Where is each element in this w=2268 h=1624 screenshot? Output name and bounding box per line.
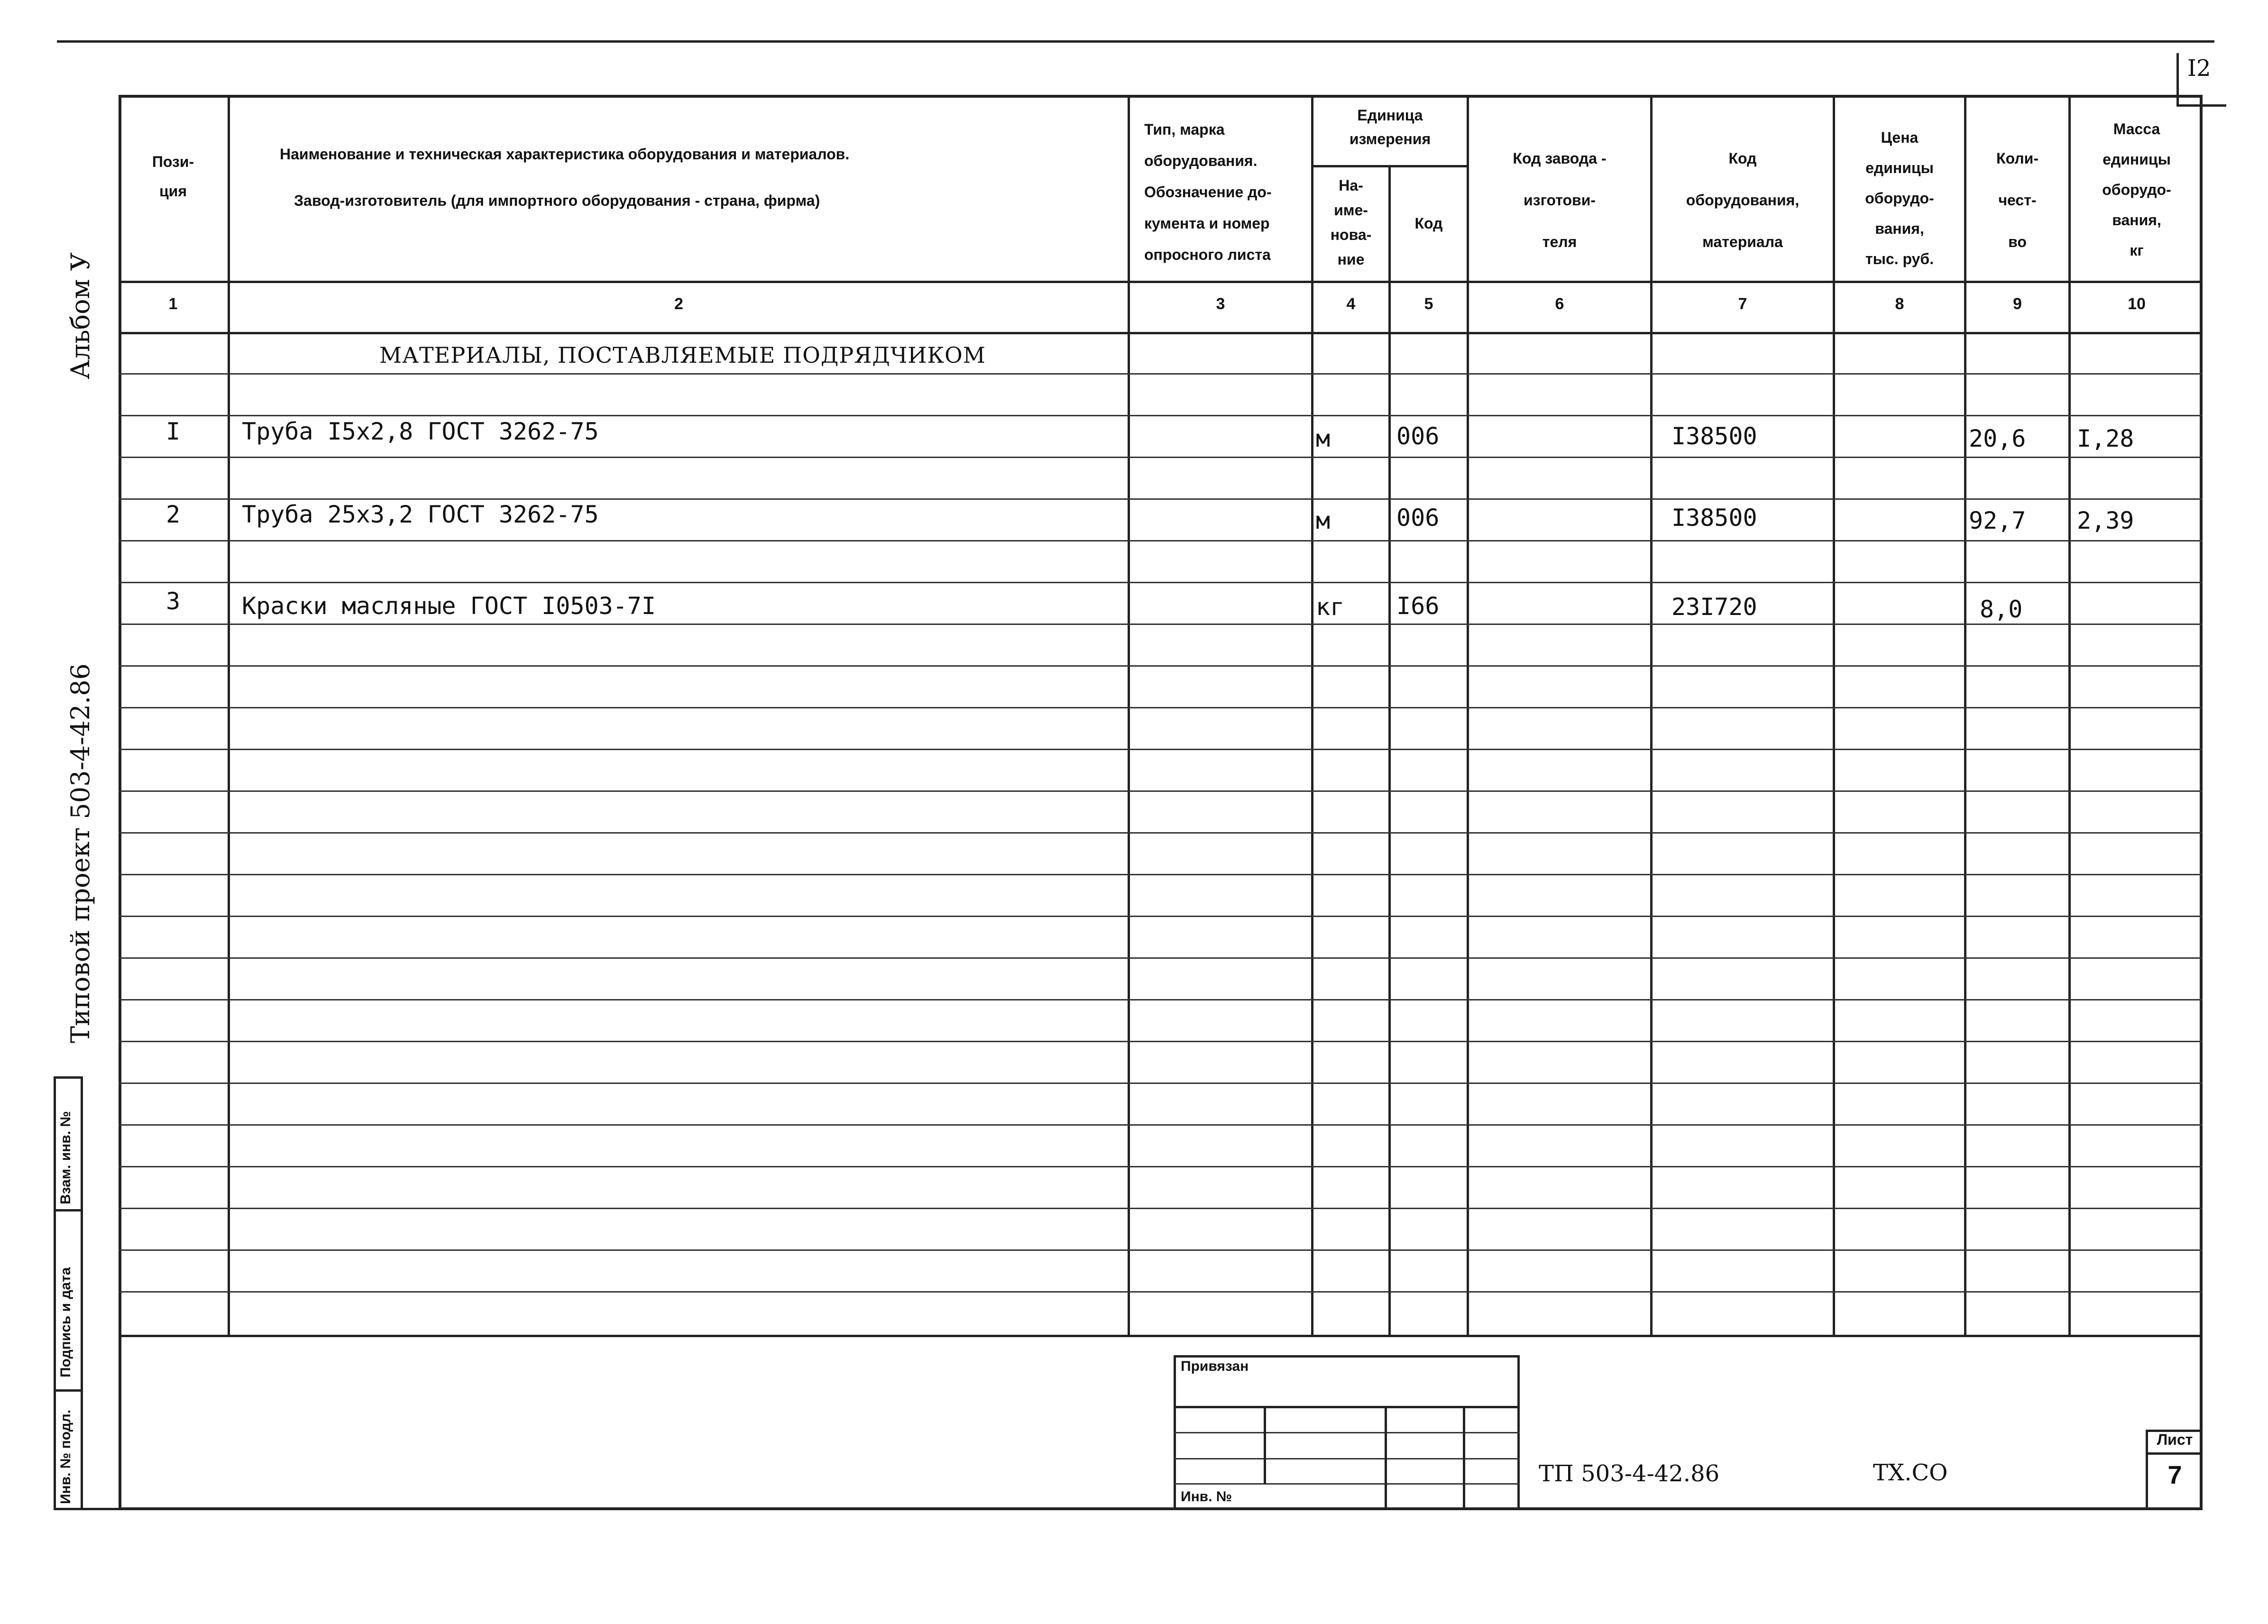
margin-stamp-inner-line bbox=[81, 1076, 83, 1510]
tb-bound-col bbox=[1264, 1406, 1266, 1484]
row-line bbox=[119, 790, 2203, 792]
row-line bbox=[119, 707, 2203, 708]
stamp-label-signature-date: Подпись и дата bbox=[58, 1267, 73, 1377]
row-line bbox=[119, 1124, 2203, 1126]
row-quantity: 20,6 bbox=[1969, 425, 2026, 452]
row-unit-code: I66 bbox=[1396, 592, 1440, 620]
tb-sheet-divider bbox=[2146, 1452, 2203, 1455]
row-line bbox=[119, 874, 2203, 875]
row-line bbox=[119, 498, 2203, 500]
row-name: Краски масляные ГОСТ I0503-7I bbox=[242, 592, 656, 620]
row-position: 2 bbox=[165, 501, 181, 528]
table-bottom-line bbox=[119, 1335, 2203, 1337]
col-number: 8 bbox=[1895, 295, 1904, 313]
row-line bbox=[119, 916, 2203, 917]
row-line bbox=[119, 373, 2203, 375]
row-line bbox=[119, 415, 2203, 416]
col-number: 9 bbox=[2013, 295, 2022, 313]
row-line bbox=[119, 1291, 2203, 1293]
tb-bound-top bbox=[1174, 1355, 1520, 1358]
row-line bbox=[119, 1083, 2203, 1084]
col-line bbox=[1388, 166, 1391, 1337]
unit-group-divider bbox=[1311, 165, 1469, 167]
col-number: 10 bbox=[2128, 295, 2146, 313]
row-name: Труба 25x3,2 ГОСТ 3262-75 bbox=[242, 501, 599, 528]
header-unit-group: Единица измерения bbox=[1349, 107, 1431, 147]
row-line bbox=[119, 582, 2203, 583]
stamp-label-original-inv: Инв. № подл. bbox=[58, 1409, 73, 1504]
row-quantity: 8,0 bbox=[1980, 596, 2023, 623]
row-line bbox=[119, 540, 2203, 541]
header-col3: Тип, марка оборудования. Обозначение до- кумента и номер опросного листа bbox=[1144, 121, 1272, 263]
row-line bbox=[119, 1208, 2203, 1209]
header-col5: Код bbox=[1414, 215, 1443, 232]
col-number: 6 bbox=[1555, 295, 1564, 313]
tb-bound-line bbox=[1174, 1458, 1520, 1459]
section-title: МАТЕРИАЛЫ, ПОСТАВЛЯЕМЫЕ ПОДРЯДЧИКОМ bbox=[379, 342, 986, 368]
tb-bound-col bbox=[1385, 1406, 1387, 1510]
col-number: 2 bbox=[674, 295, 683, 313]
numbering-bottom-line bbox=[119, 332, 2203, 334]
project-label: Типовой проект 503-4-42.86 bbox=[65, 663, 95, 1043]
header-col2: Наименование и техническая характеристика оборудования и материалов. Завод-изготовитель (для импортного оборудования - страна, фирма) bbox=[280, 146, 850, 209]
corner-sheet-number: I2 bbox=[2187, 55, 2211, 82]
row-position: 3 bbox=[165, 587, 181, 615]
row-line bbox=[119, 999, 2203, 1000]
row-line bbox=[119, 1249, 2203, 1251]
row-name: Труба I5x2,8 ГОСТ 3262-75 bbox=[242, 418, 599, 445]
header-bottom-line bbox=[119, 281, 2203, 283]
header-col9: Коли- чест- во bbox=[1996, 150, 2038, 250]
header-col4: На- име- нова- ние bbox=[1330, 177, 1372, 268]
tb-document-mark: ТХ.СО bbox=[1873, 1459, 1948, 1486]
row-line bbox=[119, 457, 2203, 458]
row-line bbox=[119, 832, 2203, 834]
row-unit-code: 006 bbox=[1396, 422, 1440, 450]
row-unit: кг bbox=[1316, 593, 1345, 621]
row-unit-code: 006 bbox=[1396, 504, 1440, 532]
col-number: 1 bbox=[168, 295, 178, 313]
margin-stamp-bottom bbox=[54, 1508, 120, 1510]
margin-stamp-divider bbox=[54, 1389, 83, 1392]
tb-sheet-label: Лист bbox=[2157, 1431, 2193, 1448]
row-material-code: I38500 bbox=[1671, 504, 1757, 532]
stamp-label-replace-inv: Взам. инв. № bbox=[58, 1111, 73, 1204]
tb-bound-line bbox=[1174, 1483, 1520, 1485]
margin-stamp-outer-line bbox=[54, 1076, 56, 1510]
col-number: 5 bbox=[1424, 295, 1433, 313]
row-material-code: I38500 bbox=[1671, 422, 1757, 450]
row-line bbox=[119, 1041, 2203, 1042]
tb-document-code: ТП 503-4-42.86 bbox=[1539, 1460, 1720, 1487]
tb-bound-label: Привязан bbox=[1181, 1358, 1249, 1374]
tb-inv-label: Инв. № bbox=[1181, 1489, 1232, 1505]
col-number: 7 bbox=[1738, 295, 1747, 313]
row-position: I bbox=[165, 418, 181, 445]
row-line bbox=[119, 624, 2203, 625]
row-quantity: 92,7 bbox=[1969, 507, 2026, 534]
row-line bbox=[119, 957, 2203, 959]
header-col6: Код завода - изготови- теля bbox=[1513, 150, 1607, 250]
col-number: 4 bbox=[1346, 295, 1356, 313]
header-col8: Цена единицы оборудо- вания, тыс. руб. bbox=[1865, 129, 1934, 267]
album-label: Альбом У bbox=[65, 252, 95, 379]
row-line bbox=[119, 749, 2203, 750]
tb-sheet-number: 7 bbox=[2167, 1461, 2182, 1489]
header-col1: Пози- ция bbox=[152, 153, 194, 200]
row-mass: I,28 bbox=[2077, 425, 2134, 452]
row-unit: м bbox=[1316, 507, 1331, 534]
margin-stamp-divider bbox=[54, 1209, 83, 1211]
header-col7: Код оборудования, материала bbox=[1686, 150, 1800, 250]
top-rule bbox=[57, 40, 2214, 43]
tb-bound-line bbox=[1174, 1406, 1520, 1408]
row-mass: 2,39 bbox=[2077, 507, 2134, 534]
row-line bbox=[119, 1166, 2203, 1167]
margin-stamp-top bbox=[54, 1076, 83, 1079]
row-line bbox=[119, 665, 2203, 667]
header-col10: Масса единицы оборудо- вания, кг bbox=[2102, 120, 2171, 259]
row-unit: м bbox=[1316, 425, 1331, 452]
tb-bound-line bbox=[1174, 1432, 1520, 1433]
tb-bound-col bbox=[1463, 1406, 1465, 1510]
row-material-code: 23I720 bbox=[1671, 593, 1757, 621]
col-number: 3 bbox=[1216, 295, 1225, 313]
